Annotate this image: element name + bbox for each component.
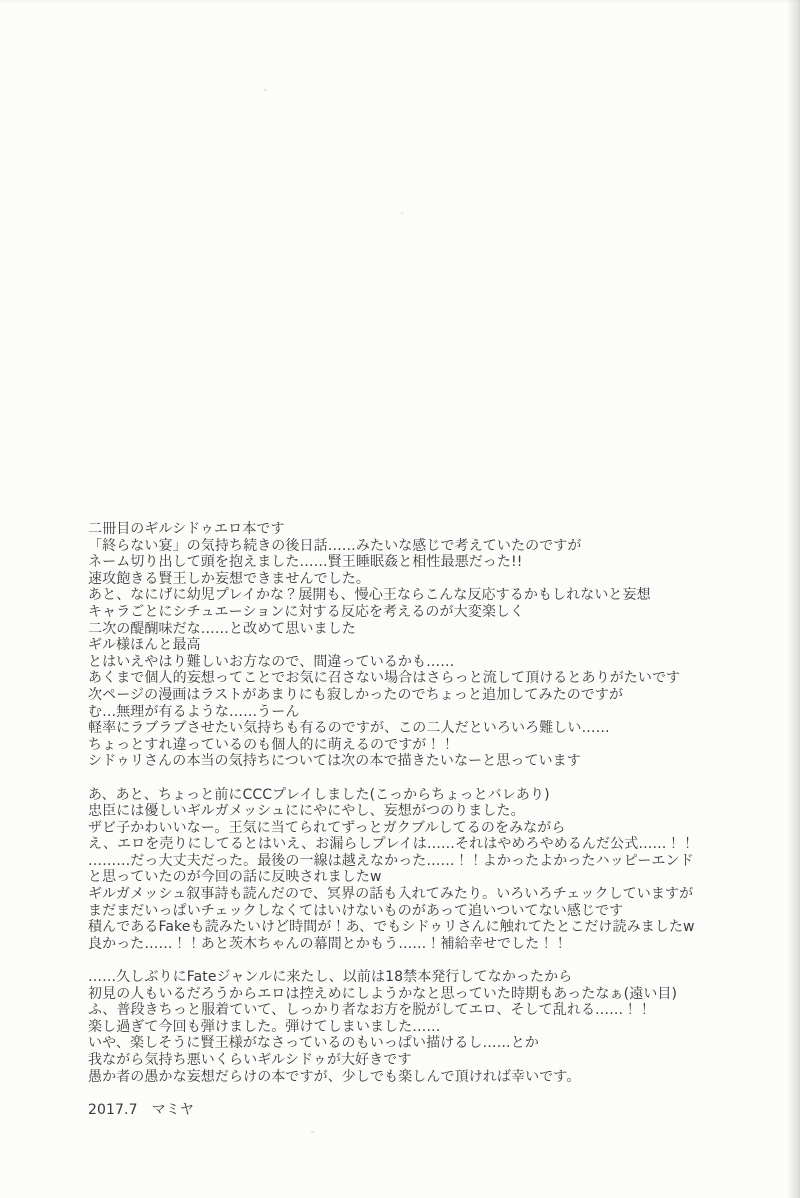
text-line: 「終らない宴」の気持ち続きの後日話……みたいな感じで考えていたのですが xyxy=(88,537,582,554)
text-line: まだまだいっぱいチェックしなくてはいけないものがあって追いついてない感じです xyxy=(88,902,624,919)
text-line: 二次の醍醐味だな……と改めて思いました xyxy=(88,620,356,637)
text-line: ………だっ大丈夫だった。最後の一線は越えなかった……！！よかったよかったハッピーエンド xyxy=(88,852,694,869)
text-line: 良かった……！！あと茨木ちゃんの幕間とかもう……！補給幸せでした！！ xyxy=(88,935,568,952)
scan-speck xyxy=(264,89,267,91)
text-line: 二冊目のギルシドゥエロ本です xyxy=(88,521,285,537)
text-line: ちょっとすれ違っているのも個人的に萌えるのですが！！ xyxy=(88,736,455,753)
text-line: 愚か者の愚かな妄想だらけの本ですが、少しでも楽しんで頂ければ幸いです。 xyxy=(88,1068,581,1085)
text-line: え、エロを売りにしてるとはいえ、お漏らしプレイは……それはやめろやめるんだ公式……！！ xyxy=(88,836,695,853)
afterword-paragraph-3 xyxy=(88,969,695,1085)
text-line: ふ、普段きちっと服着ていて、しっかり者なお方を脱がしてエロ、そして乱れる……！！ xyxy=(88,1002,652,1019)
text-line: ギルガメッシュ叙事詩も読んだので、冥界の話も入れてみたり。いろいろチェックしていますが xyxy=(88,886,694,903)
scan-edge-right-shadow xyxy=(787,0,800,1198)
text-line: あ、あと、ちょっと前にCCCプレイしました(こっからちょっとバレあり) xyxy=(88,786,550,803)
text-line: 初見の人もいるだろうからエロは控えめにしようかなと思っていた時期もあったなぁ(遠い目) xyxy=(88,985,678,1002)
text-line: ギル様ほんと最高 xyxy=(88,637,201,654)
afterword-paragraph-2 xyxy=(88,787,695,953)
afterword-paragraph-1 xyxy=(88,521,695,770)
afterword-text xyxy=(88,521,695,1118)
text-line: 我ながら気持ち悪いくらいギルシドゥが大好きです xyxy=(88,1052,412,1068)
text-line: 忠臣には優しいギルガメッシュににやにやし、妄想がつのりました。 xyxy=(88,803,525,820)
text-line: 次ページの漫画はラストがあまりにも寂しかったのでちょっと追加してみたのですが xyxy=(88,686,624,703)
text-line: 積んであるFakeも読みたいけど時間が！あ、でもシドゥリさんに触れてたとこだけ読みましたw xyxy=(88,919,695,936)
text-line: とはいえやはり難しいお方なので、間違っているかも…… xyxy=(88,653,455,670)
text-line: あと、なにげに幼児プレイかな？展開も、慢心王ならこんな反応するかもしれないと妄想 xyxy=(88,587,651,604)
scan-speck xyxy=(401,212,403,214)
text-line: 楽し過ぎて今回も弾けました。弾けてしまいました…… xyxy=(88,1018,441,1035)
text-line: あくまで個人的妄想ってことでお気に召さない場合はさらっと流して頂けるとありがたいです xyxy=(88,670,681,687)
text-line: ザビ子かわいいなー。王気に当てられてずっとガクブルしてるのをみながら xyxy=(88,819,566,836)
text-line: シドゥリさんの本当の気持ちについては次の本で描きたいなーと思っています xyxy=(88,753,581,770)
date-author-signature: 2017.7 マミヤ xyxy=(88,1101,194,1118)
text-line: 軽率にラブラブさせたい気持ちも有るのですが、この二人だといろいろ難しい…… xyxy=(88,720,610,737)
text-line: む…無理が有るような……うーん xyxy=(88,703,300,720)
text-line: 速攻飽きる賢王しか妄想できませんでした。 xyxy=(88,570,370,587)
text-line: ネーム切り出して頭を抱えました……賢王睡眠姦と相性最悪だった!! xyxy=(88,554,523,571)
scan-speck xyxy=(311,1131,314,1133)
text-line: と思っていたのが今回の話に反映されましたw xyxy=(88,869,382,886)
text-line: いや、楽しそうに賢王様がなさっているのもいっぱい描けるし……とか xyxy=(88,1035,539,1052)
scan-edge-top-shadow xyxy=(0,0,800,3)
text-line: キャラごとにシチュエーションに対する反応を考えるのが大変楽しく xyxy=(88,603,525,620)
text-line: ……久しぶりにFateジャンルに来たし、以前は18禁本発行してなかったから xyxy=(88,969,573,986)
